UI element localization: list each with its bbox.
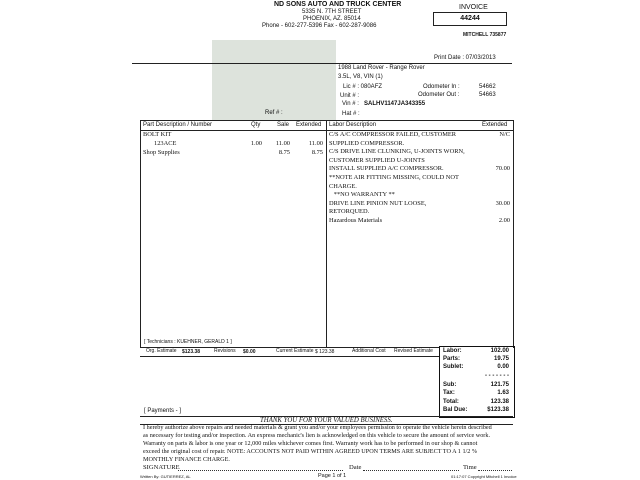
header-divider [132,63,512,64]
table-column-divider [326,120,327,348]
table-right-border [513,120,514,348]
vehicle-description: 1988 Land Rover - Range Rover [338,65,425,71]
parts-header-sale: Sale [277,122,290,128]
labor-line: INSTALL SUPPLIED A/C COMPRESSOR. [329,165,444,173]
total-value-parts: 19.75 [493,356,509,362]
current-estimate-label: Current Estimate [276,348,314,354]
signature-line[interactable] [178,470,343,471]
technicians: [ Technicians : KUEHNER, GERALD 1 ] [144,339,232,345]
parts-header-description: Part Description / Number [143,122,213,128]
total-value-total: 123.38 [490,399,509,405]
total-value-labor: 102.00 [490,348,509,354]
revisions-value: $0.00 [243,349,256,355]
hat-number: Hat # : [342,111,360,117]
redacted-customer-info [212,40,336,120]
signature-label: SIGNATURE [143,464,180,471]
labor-line: C/S DRIVE LINE CLUNKING, U-JOINTS WORN, [329,148,465,156]
labor-line-amount: 2.00 [498,217,510,224]
table-left-border [140,120,141,348]
labor-header-extended: Extended [482,122,508,128]
authorization-line: I hereby authorize above repairs and needed materials & grant you and/or your employees permission to operate the vehicle herein described [143,424,492,431]
shop-street: 5335 N. 7TH STREET [302,9,362,15]
labor-line: DRIVE LINE PINION NUT LOOSE, [329,199,427,207]
shop-name: ND SONS AUTO AND TRUCK CENTER [274,1,402,8]
part-row-extended: 8.75 [311,149,323,156]
authorization-line: as necessary for testing and/or inspection. An express mechanic's lien is acknowledged on this vehicle to secure the amount of service work. [143,432,490,439]
copyright: 01:17:07 Copyright Mitchell 1 Invoice [451,474,517,479]
authorization-line: MONTHLY FINANCE CHARGE. [143,456,230,463]
vehicle-engine: 3.5L, V8, VIN (1) [338,74,383,80]
time-label: Time [463,464,477,471]
revisions-label: Revisions [214,348,236,354]
part-row-sale: 11.00 [275,140,290,147]
labor-line-amount: 70.00 [495,165,510,173]
labor-line: **NOTE AIR FITTING MISSING, COULD NOT [329,174,459,181]
total-label-labor: Labor: [443,348,462,354]
labor-line: CHARGE. [329,182,357,190]
print-date: Print Date : 07/03/2013 [434,55,496,61]
labor-header-description: Labor Description [329,122,377,128]
part-row-desc: Shop Supplies [143,149,180,156]
invoice-number-box [433,12,507,26]
additional-cost-label: Additional Cost [352,348,386,354]
odometer-out-label: Odometer Out : [418,92,460,98]
invoice-number: 44244 [460,15,480,22]
total-value-sublet: 0.00 [497,364,509,370]
shop-city: PHOENIX, AZ. 85014 [303,16,361,22]
total-label-tax: Tax: [443,390,455,396]
revised-estimate-label: Revised Estimate [394,348,433,354]
part-row-desc: BOLT KIT [143,131,172,138]
date-line[interactable] [363,470,459,471]
authorization-line: Warranty on parts & labor is one year or 12,000 miles whichever comes first. Warranty work has to be performed in our shop & cannot [143,440,478,447]
total-value-sub: 121.75 [490,382,509,388]
total-label-sub: Sub: [443,382,457,388]
unit-number: Unit # : [340,93,360,99]
ref-number: Ref # : [265,110,283,116]
labor-line: CUSTOMER SUPPLIED U-JOINTS [329,156,425,164]
total-separator: - - - - - - - [485,373,509,379]
labor-line-amount: N/C [499,131,510,138]
authorization-line: exceed the original cost of repair. NOTE: ACCOUNTS NOT PAID WITHIN AGREED UPON TERMS ARE SUBJECT TO A 1 1/2 % [143,448,478,455]
parts-header-qty: Qty [251,122,261,128]
labor-line: Hazardous Materials [329,217,383,224]
total-label-parts: Parts: [443,356,461,362]
vin-label: Vin # : [342,101,359,107]
original-estimate-value: $123.38 [182,349,201,355]
total-label-total: Total: [443,399,459,405]
page-number: Page 1 of 1 [318,473,347,479]
shop-phones: Phone - 602-277-5396 Fax - 602-287-9086 [262,23,377,29]
original-estimate-label: Org. Estimate [146,348,177,354]
total-label-balance-due: Bal Due: [443,407,468,413]
thank-you-message: THANK YOU FOR YOUR VALUED BUSINESS. [260,417,393,424]
total-value-balance-due: $123.38 [487,407,509,413]
total-value-tax: 1.63 [497,390,509,396]
part-row-sale: 8.75 [278,149,290,156]
total-label-sublet: Sublet: [443,364,464,370]
labor-line: SUPPLIED COMPRESSOR. [329,139,405,147]
estimates-bottom-border [140,356,440,357]
odometer-out-value: 54663 [479,92,496,98]
vin-value: SALHV1147JA343355 [364,101,426,107]
labor-line: C/S A/C COMPRESSOR FAILED, CUSTOMER [329,131,457,138]
written-by: Written By: GUTIERREZ, AL [140,474,191,479]
odometer-in-value: 54662 [479,84,496,90]
part-row-desc: 123ACE [154,140,177,147]
part-row-extended: 11.00 [308,140,323,147]
labor-line-amount: 30.00 [495,199,510,207]
parts-header-extended: Extended [296,122,322,128]
license-number: Lic # : 080AFZ [343,84,383,90]
payments: [ Payments - ] [144,408,182,414]
odometer-in-label: Odometer In : [423,84,460,90]
mitchell-number: MITCHELL 735877 [463,32,507,38]
current-estimate-value: $ 123.38 [315,349,335,355]
labor-line: **NO WARRANTY ** [329,191,395,199]
part-row-qty: 1.00 [250,140,262,147]
invoice-label: INVOICE [459,4,488,11]
labor-line: RETORQUED. [329,208,370,216]
date-label: Date [349,464,362,471]
time-line[interactable] [478,470,512,471]
